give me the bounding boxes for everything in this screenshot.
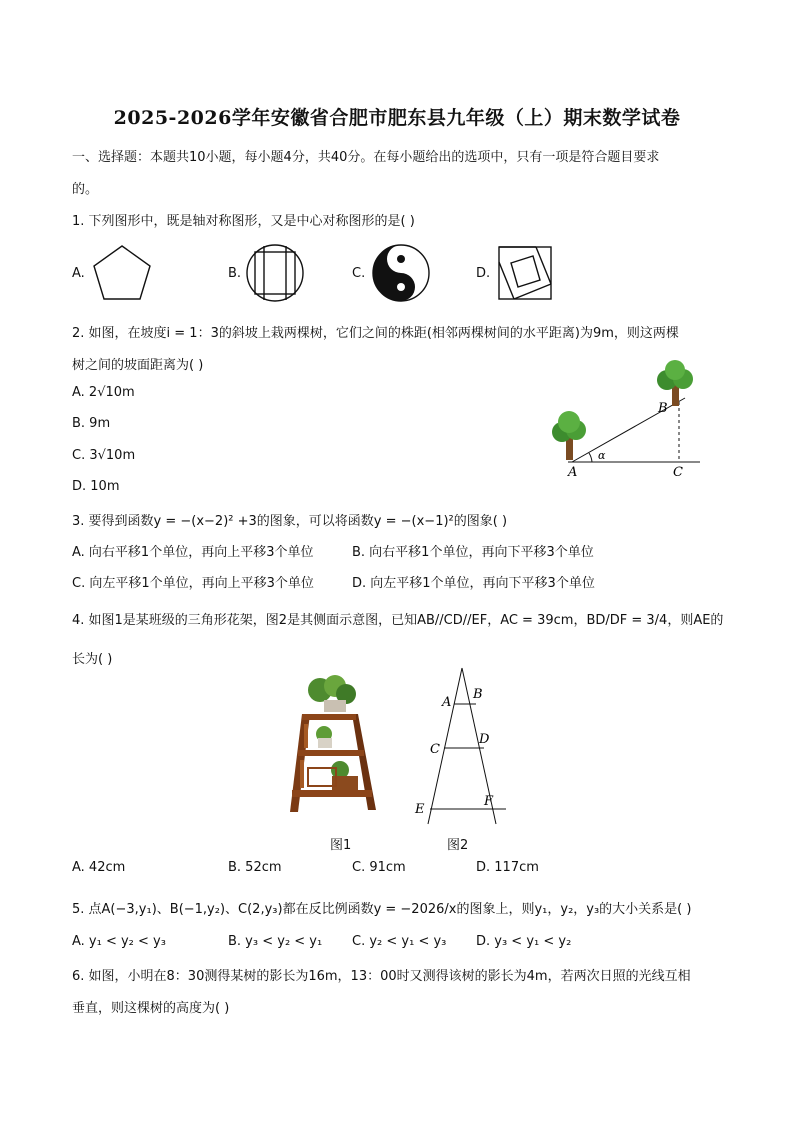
q2-stem-line1: 2. 如图，在坡度i = 1：3的斜坡上栽两棵树，它们之间的株距(相邻两棵树间的水平距离)为9m，则这两棵 xyxy=(72,326,679,341)
fig2-caption: 图2 xyxy=(447,838,469,853)
q1-square-figure xyxy=(496,244,556,304)
tree-icon-left xyxy=(552,411,586,460)
label-c: C xyxy=(673,465,683,480)
q4-stem-line2: 长为( ) xyxy=(72,652,113,667)
q2-option-c: C. 3√10m xyxy=(72,448,136,463)
label-e: E xyxy=(415,802,425,817)
q5-option-d: D. y₃ < y₁ < y₂ xyxy=(476,934,572,949)
label-d: D xyxy=(479,732,490,747)
q4-stem-line1: 4. 如图1是某班级的三角形花架，图2是其侧面示意图，已知AB//CD//EF，AC = 39cm，BD/DF = 3/4，则AE的 xyxy=(72,613,724,628)
q4-parallel-lines-figure xyxy=(410,664,510,828)
q3-option-a: A. 向右平移1个单位，再向上平移3个单位 xyxy=(72,545,314,560)
q5-option-b: B. y₃ < y₂ < y₁ xyxy=(228,934,323,949)
q2-slope-figure xyxy=(540,360,710,480)
q5-stem: 5. 点A(−3,y₁)、B(−1,y₂)、C(2,y₃)都在反比例函数y = −2026/x的图象上，则y₁，y₂，y₃的大小关系是( ) xyxy=(72,902,692,917)
q2-option-a: A. 2√10m xyxy=(72,385,135,400)
q6-stem-line2: 垂直，则这棵树的高度为( ) xyxy=(72,1001,230,1016)
q1-label-a: A. xyxy=(72,266,85,281)
q6-stem-line1: 6. 如图，小明在8：30测得某树的影长为16m，13：00时又测得该树的影长为4m，若两次日照的光线互相 xyxy=(72,969,691,984)
q3-option-c: C. 向左平移1个单位，再向上平移3个单位 xyxy=(72,576,314,591)
label-f: F xyxy=(484,794,494,809)
q4-option-a: A. 42cm xyxy=(72,860,126,875)
q2-option-b: B. 9m xyxy=(72,416,111,431)
q4-option-c: C. 91cm xyxy=(352,860,406,875)
fig1-caption: 图1 xyxy=(330,838,352,853)
section-header-line2: 的。 xyxy=(72,182,99,197)
q1-pentagon-figure xyxy=(90,243,154,303)
q1-yin-yang-figure xyxy=(370,242,432,304)
page-title: 2025-2026学年安徽省合肥市肥东县九年级（上）期末数学试卷 xyxy=(113,107,681,129)
label-b: B xyxy=(473,687,483,702)
flower-stand-image xyxy=(280,672,390,822)
q1-label-b: B. xyxy=(228,266,242,281)
q1-circle-rectangle-figure xyxy=(244,242,306,304)
q5-option-c: C. y₂ < y₁ < y₃ xyxy=(352,934,447,949)
q3-stem: 3. 要得到函数y = −(x−2)² +3的图象，可以将函数y = −(x−1)²的图象( ) xyxy=(72,514,508,529)
q3-option-b: B. 向右平移1个单位，再向下平移3个单位 xyxy=(352,545,594,560)
label-alpha: α xyxy=(598,449,606,462)
q4-option-b: B. 52cm xyxy=(228,860,282,875)
q4-option-d: D. 117cm xyxy=(476,860,539,875)
label-b: B xyxy=(658,401,668,416)
q1-label-d: D. xyxy=(476,266,491,281)
q1-stem: 1. 下列图形中，既是轴对称图形，又是中心对称图形的是( ) xyxy=(72,214,415,229)
q1-label-c: C. xyxy=(352,266,366,281)
label-a: A xyxy=(442,695,452,710)
q5-option-a: A. y₁ < y₂ < y₃ xyxy=(72,934,166,949)
label-a: A xyxy=(568,465,578,480)
q2-stem-line2: 树之间的坡面距离为( ) xyxy=(72,358,204,373)
label-c: C xyxy=(430,742,440,757)
tree-icon-right xyxy=(657,360,693,406)
section-header-line1: 一、选择题：本题共10小题，每小题4分，共40分。在每小题给出的选项中，只有一项是符合题目要求 xyxy=(72,150,660,165)
q2-option-d: D. 10m xyxy=(72,479,120,494)
q3-option-d: D. 向左平移1个单位，再向下平移3个单位 xyxy=(352,576,595,591)
